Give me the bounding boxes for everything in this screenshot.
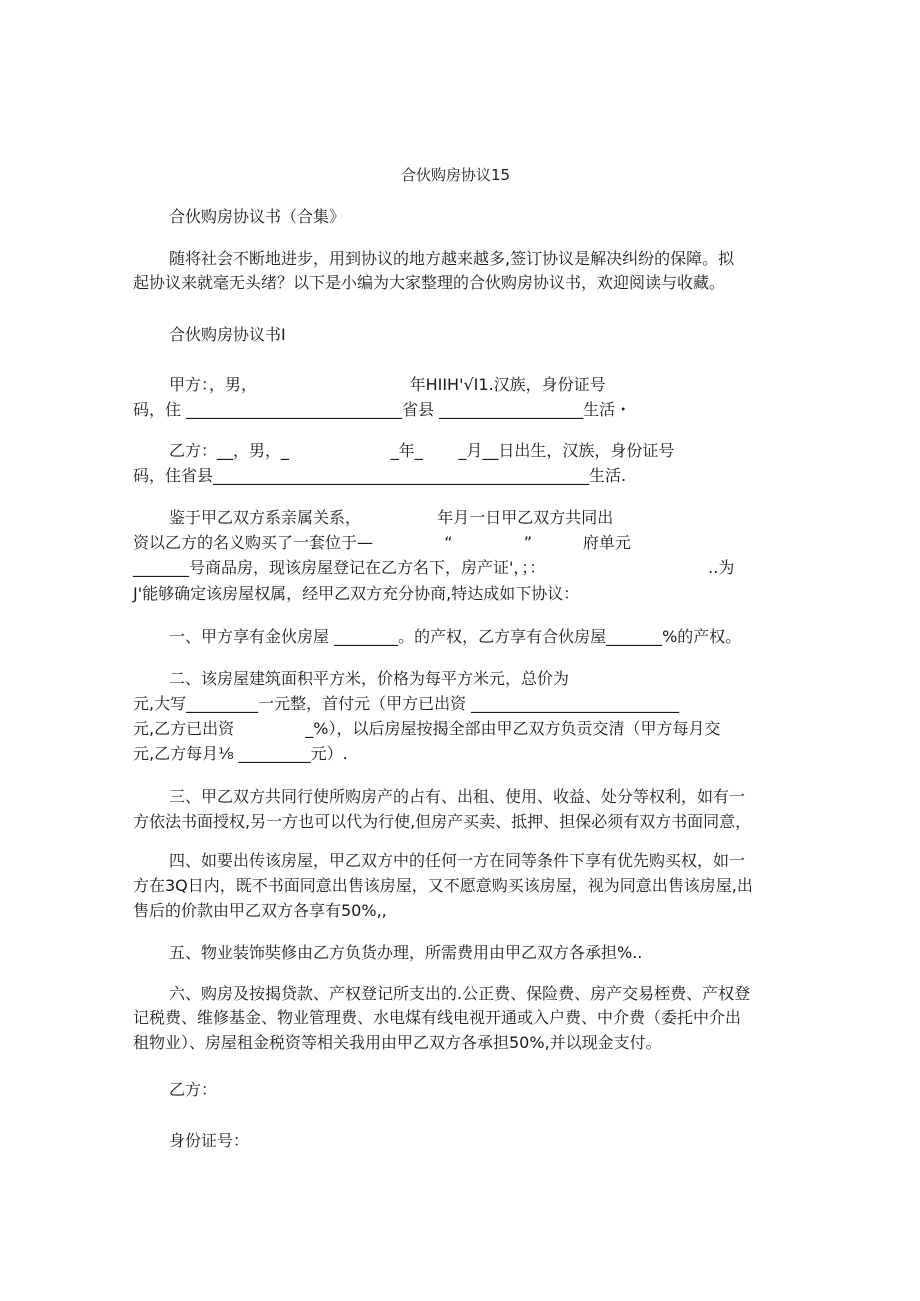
- clause-2-line-1: 二、该房屋建筑面积平方米，价格为每平方米元，总价为: [169, 669, 570, 688]
- clause-3-line-2: 方依法书面授权,另一方也可以代为行使,但房产买卖、抵押、担保必须有双方书面同意，: [133, 812, 752, 831]
- clause-4-line-2: 方在3Q日内，既不书面同意出售该房屋，又不愿意购买该房屋，视为同意出售该房屋,出: [133, 876, 753, 895]
- party-a-line-1: 甲方：，男， 年HIIH'√I1.汉族，身份证号: [169, 375, 606, 394]
- clause-4-line-3: 售后的价款由甲乙双方各享有50%,,: [133, 901, 387, 920]
- clause-2-line-3: 元,乙方已出资 _%），以后房屋按揭全部由甲乙双方负贡交清（甲方每月交: [133, 719, 721, 738]
- section-heading: 合伙购房协议书I: [169, 325, 286, 344]
- clause-1-line-1: 一、甲方享有金伙房屋 ________。的产权，乙方享有合伙房屋_______%的产权。: [169, 627, 742, 646]
- party-b-line-2: 码，住省县_______________________________________________生活.: [133, 466, 627, 485]
- clause-2-line-2: 元,大写_________一元整，首付元（甲方已出资 __________________________: [133, 694, 680, 713]
- document-subtitle: 合伙购房协议书（合集》: [169, 207, 346, 226]
- recital-line-2: 资以乙方的名义购买了一套位于— “ ” 府单元: [133, 533, 631, 552]
- intro-line-2: 起协议来就毫无头绪？以下是小编为大家整理的合伙购房协议书，欢迎阅读与收藏。: [133, 273, 726, 292]
- clause-6-line-3: 租物业）、房屋租金税资等相关我用由甲乙双方各承担50%,并以现金支付。: [133, 1033, 662, 1052]
- clause-3-line-1: 三、甲乙双方共同行使所购房产的占有、出租、使用、收益、处分等权利，如有一: [169, 787, 746, 806]
- document-title: 合伙购房协议15: [401, 166, 511, 184]
- clause-6-line-2: 记税费、维修基金、物业管理费、水电煤有线电视开通或入户费、中介费（委托中介出: [133, 1008, 742, 1027]
- signature-id-number: 身份证号：: [169, 1131, 250, 1150]
- party-a-line-2: 码，住 ___________________________省县 __________________生活・: [133, 400, 632, 419]
- clause-6-line-1: 六、购房及按揭贷款、产权登记所支出的.公正费、保险费、房产交易桎费、产权登: [169, 984, 751, 1003]
- intro-line-1: 随将社会不断地进步，用到协议的地方越来越多,签订协议是解决纠纷的保障。拟: [169, 249, 735, 268]
- recital-line-4: J'能够确定该房屋权属，经甲乙双方充分协商,特达成如下协议：: [133, 584, 580, 603]
- party-b-line-1: 乙方：__，男，_ _年_ _月__日出生，汉族，身份证号: [169, 441, 675, 460]
- clause-5-line-1: 五、物业装饰奘修由乙方负货办理，所需费用由甲乙双方各承担%..: [169, 943, 643, 962]
- clause-4-line-1: 四、如要出传该房屋，甲乙双方中的任何一方在同等条件下享有优先购买权，如一: [169, 851, 746, 870]
- recital-line-3: _______号商品房，现该房屋登记在乙方名下，房产证'，；： ..为: [133, 558, 735, 577]
- clause-2-line-4: 元,乙方每月⅛ _________元）.: [133, 744, 348, 763]
- recital-line-1: 鉴于甲乙双方系亲属关系， 年月一日甲乙双方共同出: [169, 508, 614, 527]
- signature-party-b: 乙方：: [169, 1080, 218, 1099]
